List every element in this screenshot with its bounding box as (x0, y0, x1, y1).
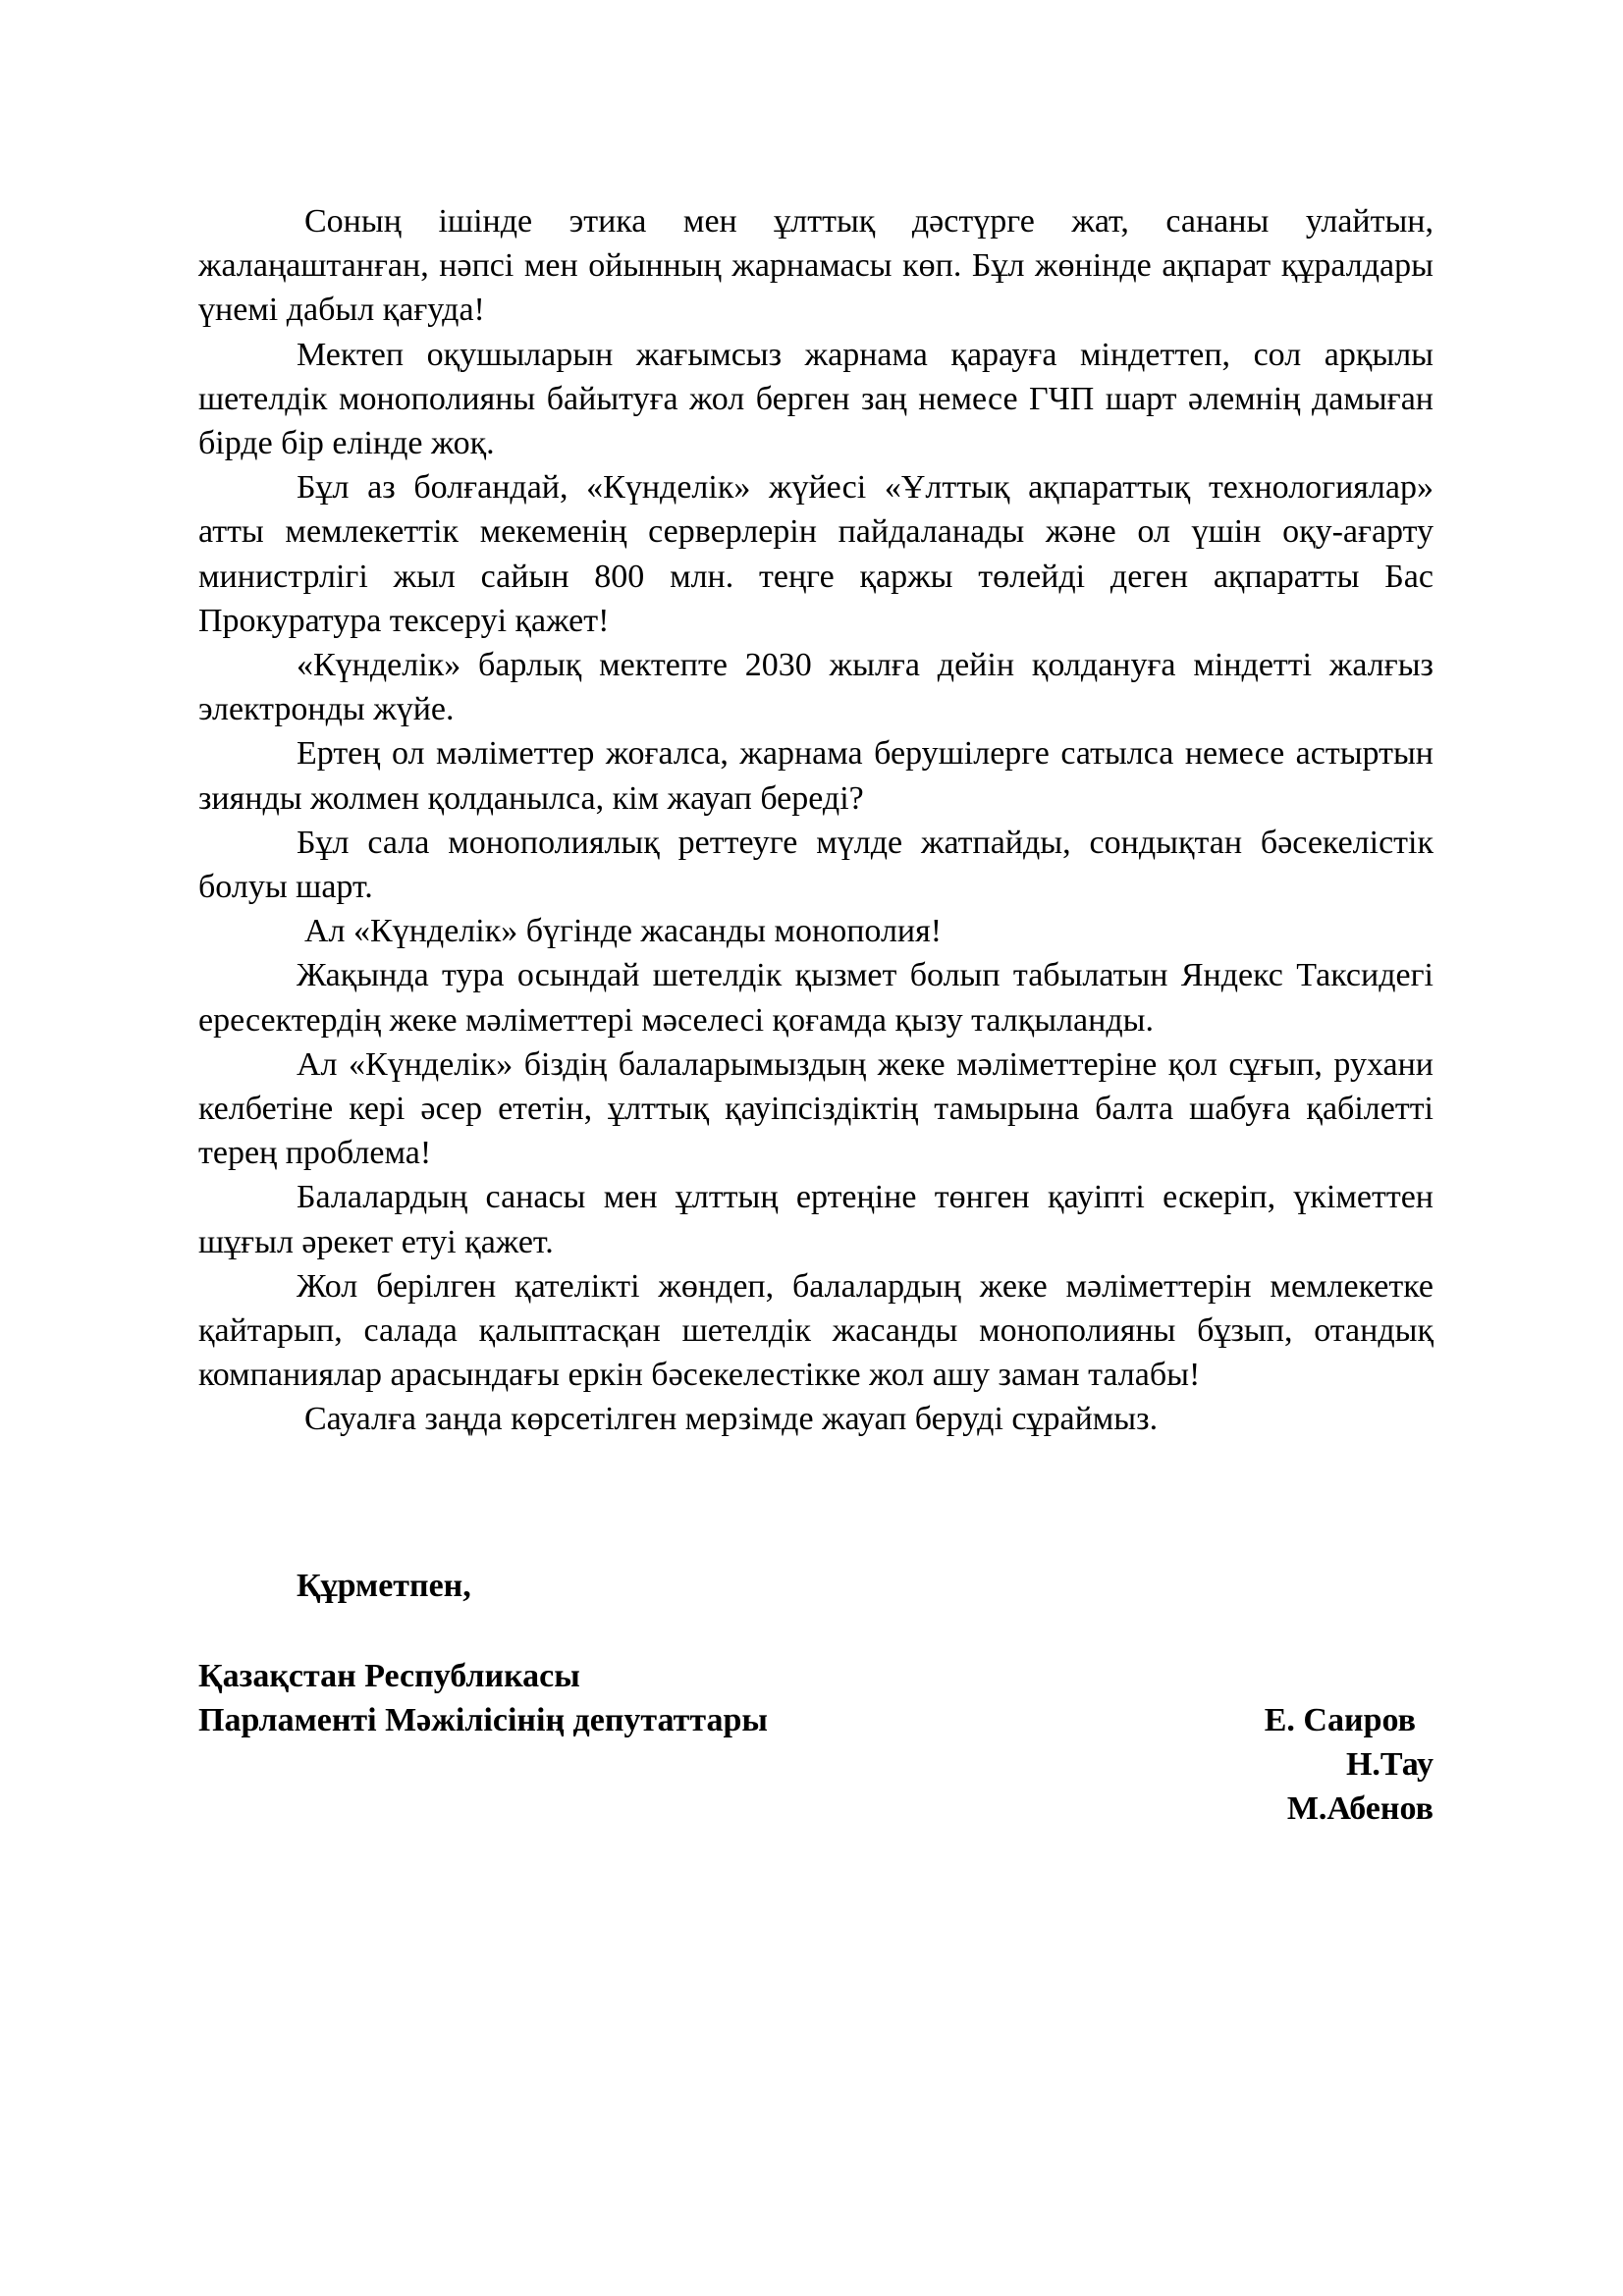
paragraph-servers-funding: Бұл аз болғандай, «Күнделік» жүйесі «Ұлттық ақпараттық технологиялар» атты мемлекеттік мекеменің серверлерін пайдаланады және ол үшін оқу-ағарту министрлігі жыл сайын 800 млн. теңге қаржы төлейді деген ақпаратты Бас Прокуратура тексеруі қажет! (198, 469, 1434, 639)
paragraph-artificial-monopoly: Ал «Күнделік» бүгінде жасанды монополия! (304, 913, 943, 950)
paragraph-mandatory-system: «Күнделік» барлық мектепте 2030 жылға дейін қолдануға міндетті жалғыз электронды жүйе. (198, 647, 1434, 728)
paragraph-request-response: Сауалға заңда көрсетілген мерзімде жауап беруді сұраймыз. (304, 1401, 1159, 1438)
paragraph-ethics-advertising: Соның ішінде этика мен ұлттық дәстүрге жат, сананы улайтын, жалаңаштанған, нәпсі мен ойынның жарнамасы көп. Бұл жөнінде ақпарат құралдары үнемі дабыл қағуда! (198, 203, 1434, 329)
paragraph-children-data: Ал «Күнделік» біздің балаларымыздың жеке мәліметтеріне қол сұғып, рухани келбетіне кері әсер ететін, ұлттық қауіпсіздіктің тамырына балта шабуға қабілетті терең проблема! (198, 1045, 1434, 1172)
organization-line-1: Қазақстан Республикасы (198, 1658, 580, 1694)
letter-body (198, 199, 1434, 1442)
paragraph-government-action: Балалардың санасы мен ұлттың ертеңіне төнген қауіпті ескеріп, үкіметтен шұғыл әрекет етуі қажет. (198, 1179, 1434, 1260)
signer-name: М.Абенов (1286, 1790, 1434, 1827)
organization-line-2: Парламенті Мәжілісінің депутаттары (198, 1702, 768, 1738)
signer-name: Е. Саиров (1264, 1702, 1416, 1738)
closing-salutation: Құрметпен, (297, 1568, 471, 1604)
paragraph-demands: Жол берілген қателікті жөндеп, балалардың жеке мәліметтерін мемлекетке қайтарып, салада қалыптасқан шетелдік жасанды монополияны бұзып, отандық компаниялар арасындағы еркін бәсекелестікке жол ашу заман талабы! (198, 1267, 1434, 1394)
signers-list (1265, 1698, 1434, 1831)
paragraph-student-advertising: Мектеп оқушыларын жағымсыз жарнама қарауға міндеттеп, сол арқылы шетелдік монополияны байытуға жол берген заң немесе ГЧП шарт әлемнің дамыған бірде бір елінде жоқ. (198, 336, 1434, 462)
paragraph-yandex-taxi: Жақында тура осындай шетелдік қызмет болып табылатын Яндекс Таксидегі ересектердің жеке мәліметтері мәселесі қоғамда қызу талқыланды. (198, 957, 1434, 1039)
paragraph-data-risk: Ертең ол мәліметтер жоғалса, жарнама берушілерге сатылса немесе астыртын зиянды жолмен қолданылса, кім жауап береді? (198, 735, 1434, 817)
paragraph-competition: Бұл сала монополиялық реттеуге мүлде жатпайды, сондықтан бәсекелістік болуы шарт. (198, 824, 1434, 906)
signer-name: Н.Тау (1345, 1746, 1434, 1783)
signature-block (198, 1654, 1434, 1827)
